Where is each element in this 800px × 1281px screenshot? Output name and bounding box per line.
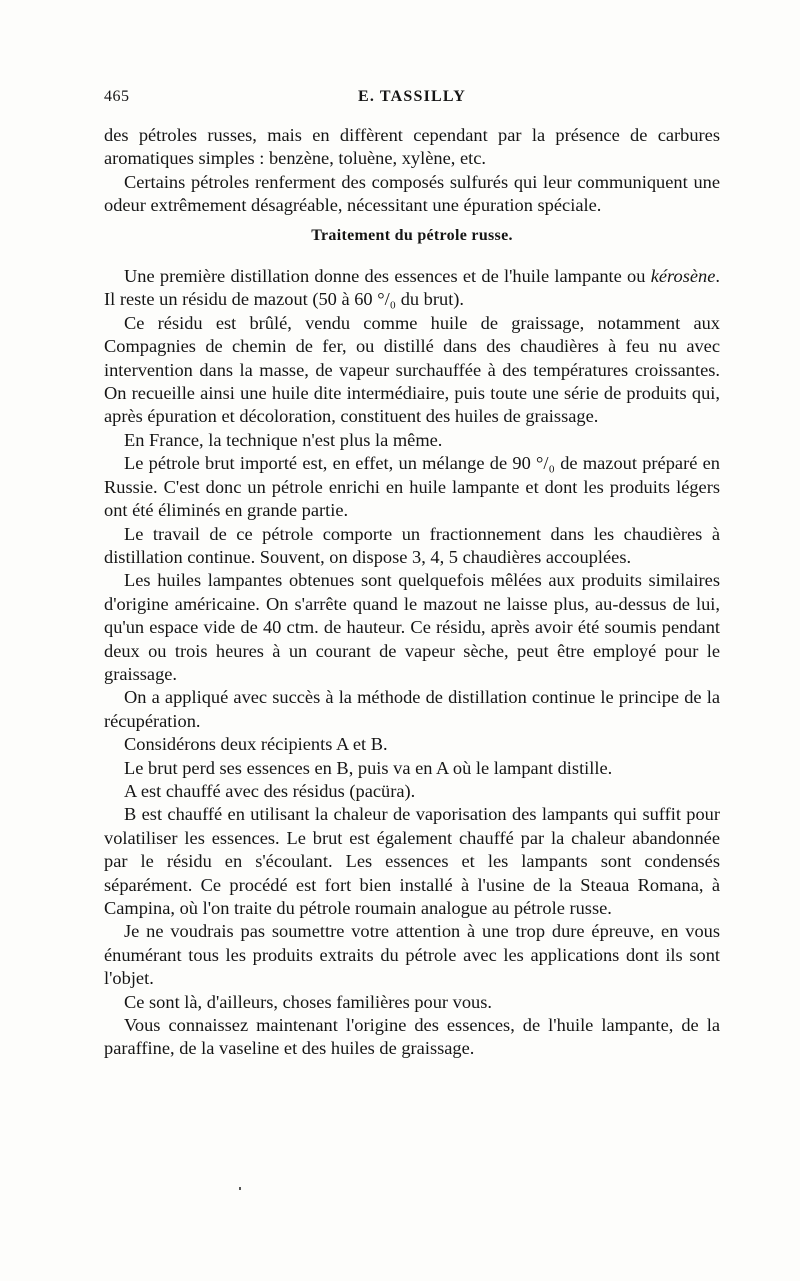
paragraph-3-end: . Il reste un résidu de mazout (50 à 60 °/₀ du brut). — [104, 266, 720, 310]
paragraph-9: On a appliqué avec succès à la méthode de distillation continue le principe de la récupération. — [104, 687, 720, 731]
page-number: 465 — [104, 88, 130, 105]
paragraph-4: Ce résidu est brûlé, vendu comme huile de graissage, notamment aux Compagnies de chemin de fer, ou distillé dans des chaudières à feu nu avec intervention dans la masse, de vapeur surchauffée à des températures croissantes. On recueille ainsi une huile dite intermédiaire, puis toute une série de produits qui, après épuration et décoloration, constituent des huiles de graissage. — [104, 312, 720, 427]
paragraph-3-italic-term: kérosène — [650, 266, 716, 287]
body-text — [104, 124, 720, 1061]
paragraph-10: Considérons deux récipients A et B. — [124, 734, 388, 755]
paragraph-12: A est chauffé avec des résidus (pacüra). — [124, 780, 416, 801]
paragraph-1: des pétroles russes, mais en diffèrent cependant par la présence de carbures aromatiques simples : benzène, toluène, xylène, etc. — [104, 125, 720, 169]
paragraph-8: Les huiles lampantes obtenues sont quelquefois mêlées aux produits similaires d'origine américaine. On s'arrête quand le mazout ne laisse plus, au-dessus de lui, qu'un espace vide de 40 ctm. de hauteur. Ce résidu, après avoir été soumis pendant deux ou trois heures à un courant de vapeur sèche, peut être employé pour le graissage. — [104, 570, 720, 684]
paragraph-13: B est chauffé en utilisant la chaleur de vaporisation des lampants qui suffit pour volatiliser les essences. Le brut est également chauffé par la chaleur abandonnée par le résidu en s'écoulant. Les essences et les lampants sont condensés séparément. Ce procédé est fort bien installé à l'usine de la Steaua Romana, à Campina, où l'on traite du pétrole roumain analogue au pétrole russe. — [104, 804, 720, 918]
section-heading: Traitement du pétrole russe. — [311, 226, 513, 244]
paragraph-3-start: Une première distillation donne des essences et de l'huile lampante ou — [124, 266, 651, 287]
paragraph-6: Le pétrole brut importé est, en effet, un mélange de 90 °/₀ de mazout préparé en Russie. C'est donc un pétrole enrichi en huile lampante et dont les produits légers ont été éliminés en grande partie. — [104, 453, 720, 521]
running-title: E. TASSILLY — [357, 88, 467, 105]
paragraph-14: Je ne voudrais pas soumettre votre attention à une trop dure épreuve, en vous énumérant tous les produits extraits du pétrole avec les applications dont ils sont l'objet. — [104, 921, 720, 989]
paragraph-5: En France, la technique n'est plus la même. — [124, 429, 443, 450]
paragraph-2: Certains pétroles renferment des composés sulfurés qui leur communiquent une odeur extrêmement désagréable, nécessitant une épuration spéciale. — [104, 171, 720, 216]
paragraph-11: Le brut perd ses essences en B, puis va en A où le lampant distille. — [124, 757, 613, 778]
paragraph-3 — [104, 265, 720, 312]
paragraph-16: Vous connaissez maintenant l'origine des essences, de l'huile lampante, de la paraffine, de la vaseline et des huiles de graissage. — [104, 1015, 720, 1059]
print-speck — [239, 1187, 241, 1190]
paragraph-15: Ce sont là, d'ailleurs, choses familières pour vous. — [124, 991, 492, 1012]
paragraph-7: Le travail de ce pétrole comporte un fractionnement dans les chaudières à distillation continue. Souvent, on dispose 3, 4, 5 chaudières accouplées. — [104, 523, 720, 567]
running-head — [104, 88, 720, 112]
